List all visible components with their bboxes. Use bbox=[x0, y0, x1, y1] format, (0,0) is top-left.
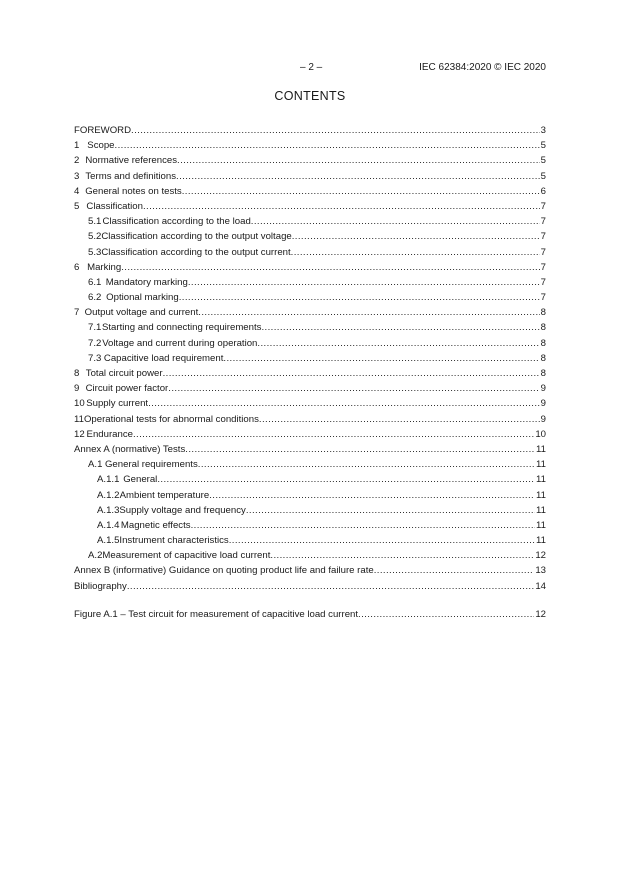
page-header bbox=[0, 62, 620, 76]
toc-entry[interactable]: 7.1 Starting and connecting requirements ..... 8 bbox=[74, 320, 546, 335]
toc-entry[interactable]: 6 Marking ..... 7 bbox=[74, 260, 546, 275]
toc-entry[interactable]: 10 Supply current ..... 9 bbox=[74, 396, 546, 411]
toc-entry[interactable]: 5.1 Classification according to the load ..... 7 bbox=[74, 214, 546, 229]
toc-entry[interactable]: A.1.1 General ..... 11 bbox=[74, 472, 546, 487]
toc-entry[interactable]: 8 Total circuit power ..... 8 bbox=[74, 366, 546, 381]
toc-entry[interactable]: 12 Endurance ..... 10 bbox=[74, 427, 546, 442]
toc-entry[interactable]: 2 Normative references ..... 5 bbox=[74, 153, 546, 168]
figure-entry[interactable]: Figure A.1 – Test circuit for measurement of capacitive load current ..... 12 bbox=[74, 607, 546, 622]
toc-entry[interactable]: A.1 General requirements ..... 11 bbox=[74, 457, 546, 472]
table-of-contents bbox=[74, 123, 546, 622]
toc-entry[interactable]: 7.2 Voltage and current during operation ..... 8 bbox=[74, 336, 546, 351]
toc-entry[interactable]: A.1.2 Ambient temperature ..... 11 bbox=[74, 488, 546, 503]
standard-reference: IEC 62384:2020 © IEC 2020 bbox=[419, 62, 546, 73]
toc-entry[interactable]: 7 Output voltage and current ..... 8 bbox=[74, 305, 546, 320]
toc-entry[interactable]: Annex B (informative) Guidance on quoting product life and failure rate ..... 13 bbox=[74, 563, 546, 578]
toc-entry[interactable]: A.1.5 Instrument characteristics ..... 11 bbox=[74, 533, 546, 548]
page-number: – 2 – bbox=[300, 62, 323, 73]
toc-entry[interactable]: A.2 Measurement of capacitive load current ..... 12 bbox=[74, 548, 546, 563]
page-title: CONTENTS bbox=[274, 89, 346, 103]
toc-entry[interactable]: 4 General notes on tests ..... 6 bbox=[74, 184, 546, 199]
toc-entry[interactable]: 3 Terms and definitions ..... 5 bbox=[74, 169, 546, 184]
toc-entry[interactable]: 1 Scope ..... 5 bbox=[74, 138, 546, 153]
toc-entry[interactable]: 7.3 Capacitive load requirement ..... 8 bbox=[74, 351, 546, 366]
toc-entry[interactable]: A.1.3 Supply voltage and frequency ..... 11 bbox=[74, 503, 546, 518]
toc-entry[interactable]: 6.2 Optional marking ..... 7 bbox=[74, 290, 546, 305]
toc-entry[interactable]: 5 Classification ..... 7 bbox=[74, 199, 546, 214]
toc-entry[interactable]: FOREWORD ..... 3 bbox=[74, 123, 546, 138]
toc-entry[interactable]: 5.3 Classification according to the output current ..... 7 bbox=[74, 245, 546, 260]
toc-entry[interactable]: Bibliography ..... 14 bbox=[74, 579, 546, 594]
section-gap bbox=[74, 594, 546, 607]
toc-entry[interactable]: 5.2 Classification according to the output voltage ..... 7 bbox=[74, 229, 546, 244]
toc-entry[interactable]: 9 Circuit power factor ..... 9 bbox=[74, 381, 546, 396]
toc-entry[interactable]: 11 Operational tests for abnormal conditions ..... 9 bbox=[74, 412, 546, 427]
toc-entry[interactable]: Annex A (normative) Tests ..... 11 bbox=[74, 442, 546, 457]
toc-entry[interactable]: A.1.4 Magnetic effects ..... 11 bbox=[74, 518, 546, 533]
toc-entry[interactable]: 6.1 Mandatory marking ..... 7 bbox=[74, 275, 546, 290]
